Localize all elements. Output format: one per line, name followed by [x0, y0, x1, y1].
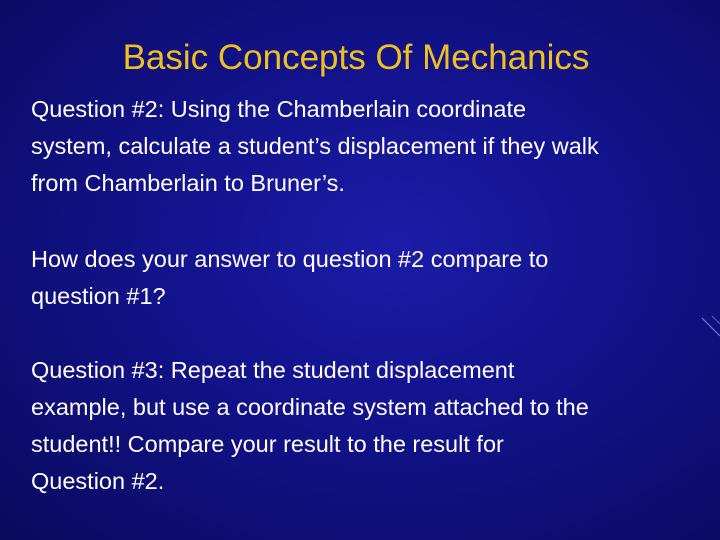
text-line: Question #2: Using the Chamberlain coordinate [31, 96, 527, 122]
text-line: from Chamberlain to Bruner’s. [31, 170, 345, 196]
slide-title: Basic Concepts Of Mechanics [122, 38, 590, 77]
text-line: Question #2. [31, 468, 165, 494]
question-3-paragraph [31, 352, 716, 500]
text-line: student!! Compare your result to the result for [31, 431, 504, 457]
text-line: question #1? [31, 283, 166, 309]
text-line: How does your answer to question #2 compare to [31, 246, 549, 272]
comparison-paragraph [31, 241, 716, 315]
text-line: Question #3: Repeat the student displacement [31, 357, 515, 383]
text-line: example, but use a coordinate system attached to the [31, 394, 589, 420]
question-2-paragraph [31, 91, 716, 202]
text-line: system, calculate a student’s displacement if they walk [31, 133, 599, 159]
accent-line [712, 316, 720, 324]
